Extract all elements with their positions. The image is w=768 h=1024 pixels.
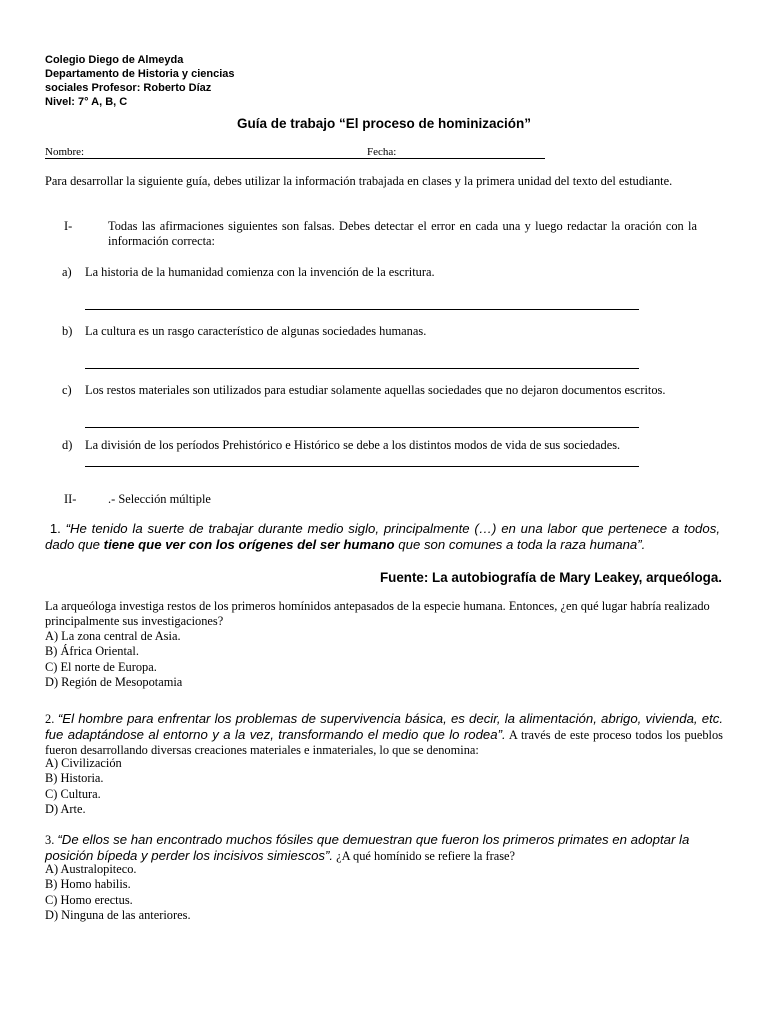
question-3-option-a[interactable]: A) Australopiteco. <box>45 862 137 876</box>
intro-paragraph: Para desarrollar la siguiente guía, debes utilizar la información trabajada en clases y la primera unidad del texto del estudiante. <box>45 174 673 188</box>
school-header <box>45 53 235 109</box>
item-c-letter: c) <box>62 383 72 397</box>
section-1-number: I- <box>64 219 73 233</box>
date-label: Fecha: <box>367 146 397 158</box>
question-1-quote-part2: que son comunes a toda la raza humana”. <box>394 537 646 552</box>
question-1-quote-bold: tiene que ver con los orígenes del ser humano <box>103 537 395 552</box>
question-3-options <box>45 862 191 923</box>
question-3-quote: “De ellos se han encontrado muchos fósiles que demuestran que fueron los primeros primates en adoptar la posición bípeda y perder los incisivos simiescos”. <box>45 832 690 863</box>
item-a-answer-line[interactable] <box>85 309 639 310</box>
item-a-text: La historia de la humanidad comienza con la invención de la escritura. <box>85 265 435 279</box>
question-3-option-d[interactable]: D) Ninguna de las anteriores. <box>45 907 191 922</box>
question-2-option-b[interactable]: B) Historia. <box>45 771 104 786</box>
question-1-option-c[interactable]: C) El norte de Europa. <box>45 659 157 674</box>
department-name: Departamento de Historia y ciencias <box>45 68 235 80</box>
question-2-option-a[interactable]: A) Civilización <box>45 756 122 770</box>
question-2-option-c[interactable]: C) Cultura. <box>45 786 101 801</box>
section-2-title: .- Selección múltiple <box>108 492 211 506</box>
item-d-text: La división de los períodos Prehistórico e Histórico se debe a los distintos modos de vida de sus sociedades. <box>85 438 621 452</box>
page-title: Guía de trabajo “El proceso de hominización” <box>236 116 532 131</box>
school-name: Colegio Diego de Almeyda <box>45 54 184 66</box>
teacher-name: sociales Profesor: Roberto Díaz <box>45 82 212 94</box>
item-b-letter: b) <box>62 324 73 338</box>
question-2-option-d[interactable]: D) Arte. <box>45 801 86 816</box>
question-1-quote <box>45 521 720 553</box>
name-label: Nombre: <box>45 146 85 158</box>
question-3-option-b[interactable]: B) Homo habilis. <box>45 877 131 892</box>
question-1-option-a[interactable]: A) La zona central de Asia. <box>45 629 181 643</box>
class-level: Nivel: 7° A, B, C <box>45 96 128 108</box>
item-a-letter: a) <box>62 265 72 279</box>
question-1-number: 1. <box>49 521 61 536</box>
item-b-answer-line[interactable] <box>85 368 639 369</box>
question-1-quote-part1: “He tenido la suerte de trabajar durante medio siglo, principalmente (…) en una labor que pertenece a todos, dado que <box>45 521 720 552</box>
item-c-text: Los restos materiales son utilizados para estudiar solamente aquellas sociedades que no dejaron documentos escritos. <box>85 383 666 397</box>
item-d-answer-line[interactable] <box>85 466 639 467</box>
section-1-instruction: Todas las afirmaciones siguientes son falsas. Debes detectar el error en cada una y luego redactar la oración con la información correcta: <box>108 219 697 248</box>
section-2-number: II- <box>64 492 77 506</box>
question-1-source: Fuente: La autobiografía de Mary Leakey, arqueóloga. <box>379 570 722 585</box>
question-3-prompt: ¿A qué homínido se refiere la frase? <box>333 849 516 863</box>
question-3-block <box>45 832 723 864</box>
question-3-number: 3. <box>45 833 55 847</box>
question-2-prompt: A través de este proceso todos los pueblos fueron desarrollando diversas creaciones materiales e inmateriales, lo que se denomina: <box>45 728 723 757</box>
question-1-options <box>45 629 182 690</box>
question-1-prompt: La arqueóloga investiga restos de los primeros homínidos antepasados de la especie humana. Entonces, ¿en qué lugar habría realizado principalmente sus investigaciones? <box>45 599 710 628</box>
question-1-option-b[interactable]: B) África Oriental. <box>45 644 139 659</box>
item-d-letter: d) <box>62 438 73 452</box>
item-c-answer-line[interactable] <box>85 427 639 428</box>
name-field-line[interactable] <box>45 158 545 159</box>
name-date-row <box>45 146 545 160</box>
question-3-option-c[interactable]: C) Homo erectus. <box>45 892 133 907</box>
question-2-quote: “El hombre para enfrentar los problemas de supervivencia básica, es decir, la alimentación, abrigo, vivienda, etc. fue adaptándose al entorno y a la vez, transformando el medio que lo rodea”. <box>45 711 723 742</box>
question-1-option-d[interactable]: D) Región de Mesopotamia <box>45 674 183 689</box>
question-2-options <box>45 756 122 817</box>
question-2-number: 2. <box>45 712 55 726</box>
question-2-block <box>45 711 723 758</box>
item-b-text: La cultura es un rasgo característico de algunas sociedades humanas. <box>85 324 427 338</box>
